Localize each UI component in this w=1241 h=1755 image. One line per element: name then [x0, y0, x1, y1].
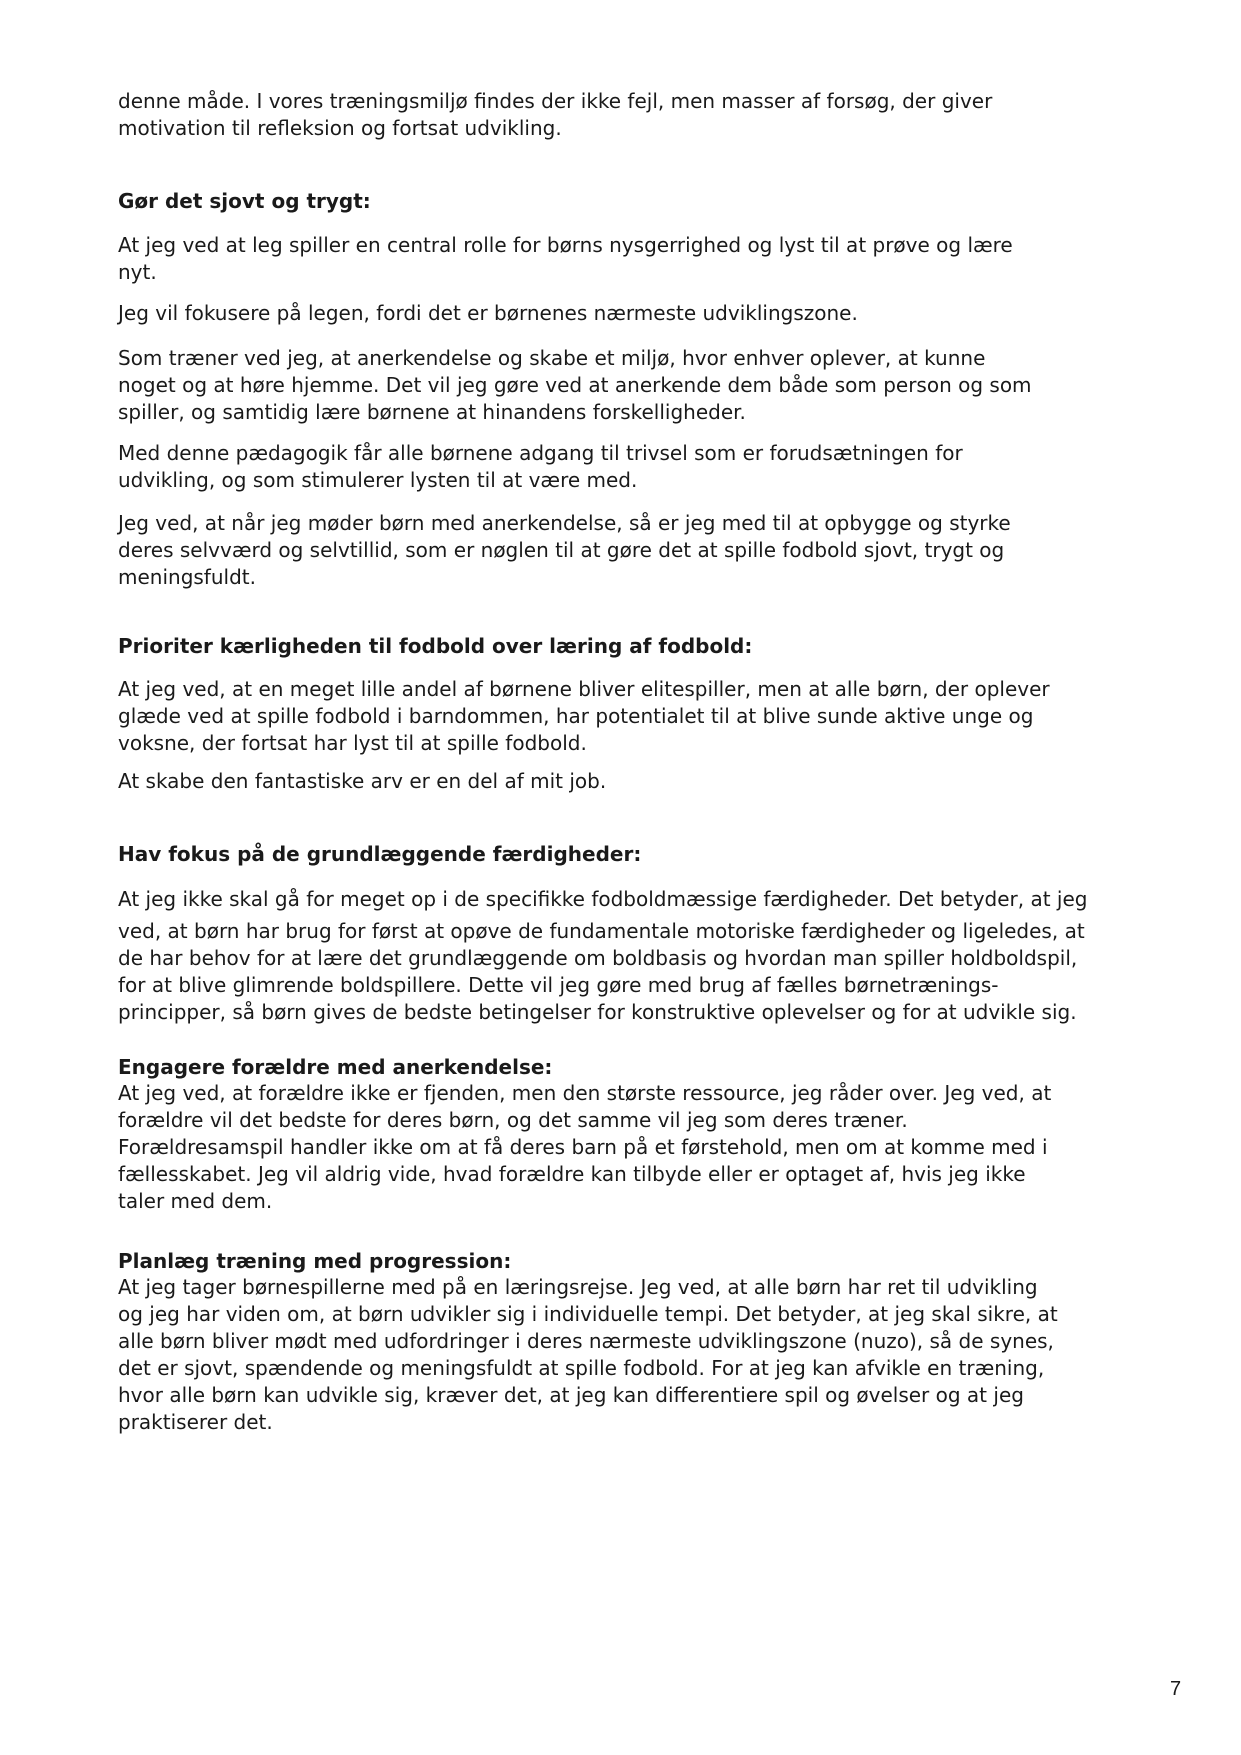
paragraph-elite-share	[118, 676, 1158, 757]
section-heading-basic-skills	[118, 841, 1158, 868]
text-line: denne måde. I vores træningsmiljø findes der ikke fejl, men masser af forsøg, der giver	[118, 89, 993, 113]
section-heading-plan-training	[118, 1248, 1158, 1275]
text-line: Med denne pædagogik får alle børnene adgang til trivsel som er forudsætningen for	[118, 441, 963, 465]
text-line: nyt.	[118, 260, 157, 284]
heading-line: Hav fokus på de grundlæggende færdigheder:	[118, 842, 642, 866]
text-line: spiller, og samtidig lære børnene at hinandens forskelligheder.	[118, 400, 746, 424]
text-line: At jeg ved at leg spiller en central rolle for børns nysgerrighed og lyst til at prøve og lære	[118, 233, 1013, 257]
page-number: 7	[1170, 1678, 1182, 1700]
text-line: Som træner ved jeg, at anerkendelse og skabe et miljø, hvor enhver oplever, at kunne	[118, 346, 986, 370]
text-line: At jeg ved, at en meget lille andel af børnene bliver elitespiller, men at alle børn, der oplever	[118, 677, 1050, 701]
text-line: noget og at høre hjemme. Det vil jeg gøre ved at anerkende dem både som person og som	[118, 373, 1032, 397]
text-line: motivation til refleksion og fortsat udvikling.	[118, 116, 562, 140]
heading-line: Gør det sjovt og trygt:	[118, 189, 371, 213]
text-line: glæde ved at spille fodbold i barndommen, har potentialet til at blive sunde aktive unge og	[118, 704, 1034, 728]
text-line: At jeg tager børnespillerne med på en læringsrejse. Jeg ved, at alle børn har ret til udvikling	[118, 1275, 1038, 1299]
text-line: deres selvværd og selvtillid, som er nøglen til at gøre det at spille fodbold sjovt, trygt og	[118, 538, 1005, 562]
text-line: og jeg har viden om, at børn udvikler sig i individuelle tempi. Det betyder, at jeg skal sikre, at	[118, 1302, 1058, 1326]
text-line: Forældresamspil handler ikke om at få deres barn på et førstehold, men om at komme med i	[118, 1135, 1048, 1159]
section-heading-engage-parents	[118, 1054, 1158, 1081]
text-line: At jeg ikke skal gå for meget op i de specifikke fodboldmæssige færdigheder. Det betyder, at jeg	[118, 887, 1088, 911]
text-line: voksne, der fortsat har lyst til at spille fodbold.	[118, 731, 587, 755]
paragraph-legacy	[118, 768, 1158, 795]
text-line: praktiserer det.	[118, 1410, 273, 1434]
text-line: for at blive glimrende boldspillere. Dette vil jeg gøre med brug af fælles børnetrænings-	[118, 973, 999, 997]
text-line: alle børn bliver mødt med udfordringer i deres nærmeste udviklingszone (nuzo), så de synes,	[118, 1329, 1054, 1353]
paragraph-specific-skills	[118, 886, 1158, 913]
paragraph-intro-continuation	[118, 88, 1158, 142]
text-line: taler med dem.	[118, 1189, 273, 1213]
heading-line: Planlæg træning med progression:	[118, 1249, 512, 1273]
text-line: Jeg ved, at når jeg møder børn med anerkendelse, så er jeg med til at opbygge og styrke	[118, 511, 1011, 535]
paragraph-fundamental-motor-skills	[118, 918, 1158, 1026]
section-heading-fun-safe	[118, 188, 1158, 215]
text-line: principper, så børn gives de bedste betingelser for konstruktive oplevelser og for at udvikle sig.	[118, 1000, 1077, 1024]
text-line: forældre vil det bedste for deres børn, og det samme vil jeg som deres træner.	[118, 1108, 908, 1132]
paragraph-progression	[118, 1274, 1158, 1436]
paragraph-recognition	[118, 345, 1158, 426]
text-line: de har behov for at lære det grundlæggende om boldbasis og hvordan man spiller holdboldspil,	[118, 946, 1078, 970]
text-line: fællesskabet. Jeg vil aldrig vide, hvad forældre kan tilbyde eller er optaget af, hvis jeg ikke	[118, 1162, 1026, 1186]
heading-line: Engagere forældre med anerkendelse:	[118, 1055, 553, 1079]
text-line: At skabe den fantastiske arv er en del af mit job.	[118, 769, 607, 793]
text-line: ved, at børn har brug for først at opøve de fundamentale motoriske færdigheder og ligeledes, at	[118, 919, 1085, 943]
paragraph-play-role	[118, 232, 1158, 286]
text-line: det er sjovt, spændende og meningsfuldt at spille fodbold. For at jeg kan afvikle en træning,	[118, 1356, 1045, 1380]
paragraph-self-esteem	[118, 510, 1158, 591]
text-line: hvor alle børn kan udvikle sig, kræver det, at jeg kan differentiere spil og øvelser og at jeg	[118, 1383, 1024, 1407]
text-line: Jeg vil fokusere på legen, fordi det er børnenes nærmeste udviklingszone.	[118, 301, 858, 325]
paragraph-focus-play	[118, 300, 1158, 327]
text-line: udvikling, og som stimulerer lysten til at være med.	[118, 468, 638, 492]
text-line: At jeg ved, at forældre ikke er fjenden, men den største ressource, jeg råder over. Jeg ved, at	[118, 1081, 1052, 1105]
paragraph-pedagogy	[118, 440, 1158, 494]
paragraph-parents	[118, 1080, 1158, 1215]
text-line: meningsfuldt.	[118, 565, 256, 589]
section-heading-love-of-football	[118, 633, 1158, 660]
heading-line: Prioriter kærligheden til fodbold over læring af fodbold:	[118, 634, 753, 658]
